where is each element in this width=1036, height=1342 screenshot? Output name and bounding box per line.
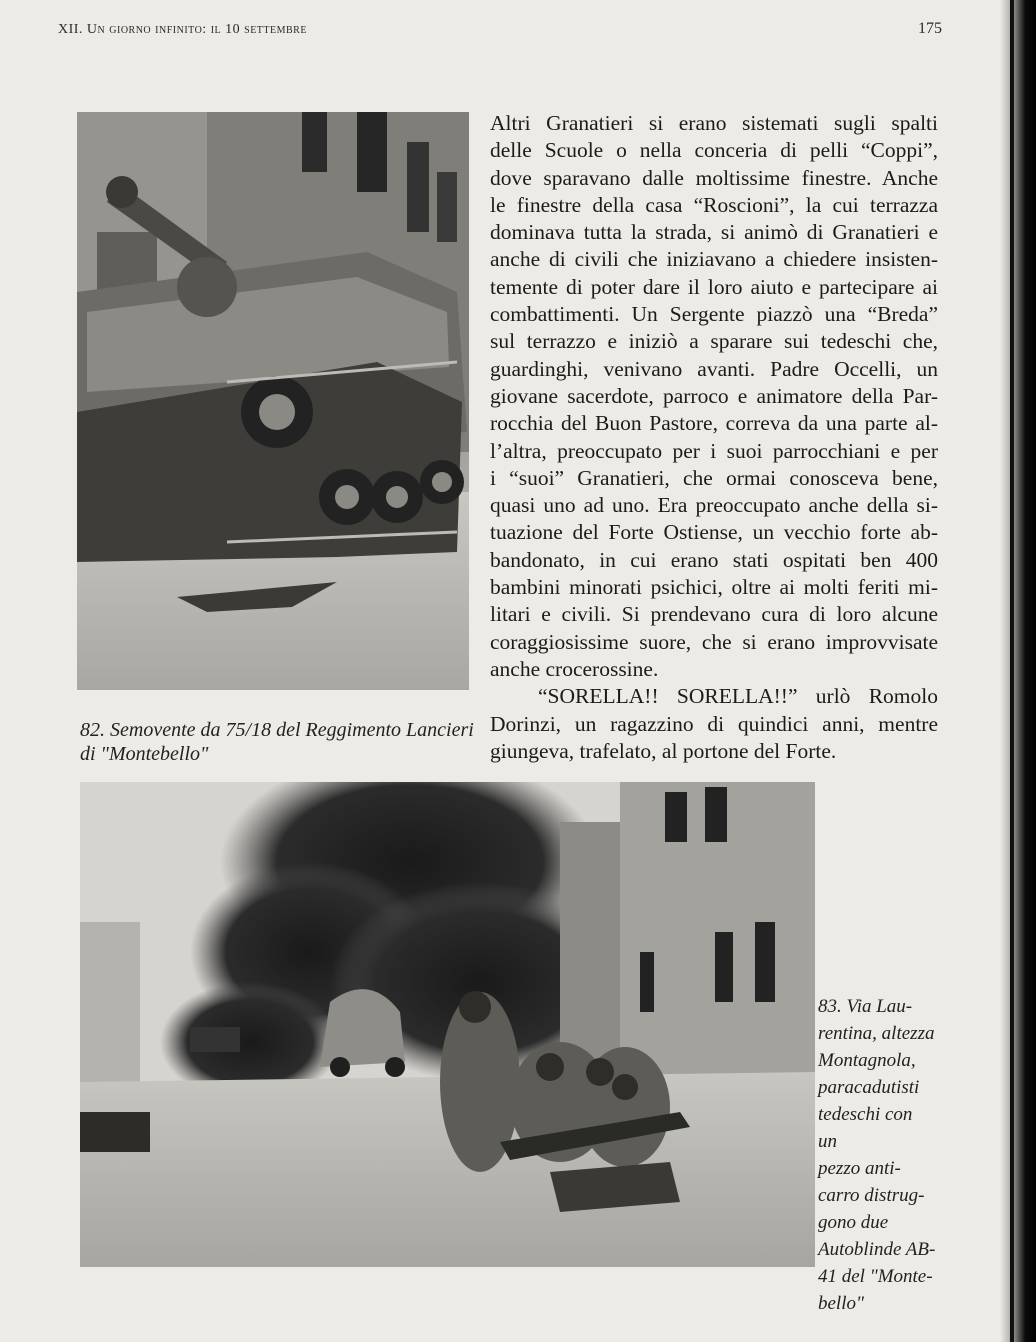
figure-83-caption — [818, 993, 936, 1317]
caption-line: 82. Semovente da 75/18 del Reggimento Lancieri — [80, 719, 474, 741]
text-line: quasi uno ad uno. Era preoccupato anche della si- — [490, 493, 938, 518]
text-line: combattimenti. Un Sergente piazzò una “Breda” — [490, 302, 938, 327]
text-line: litari e civili. Si prendevano cura di loro alcune — [490, 602, 938, 627]
text-line: bambini minorati psichici, oltre ai molti feriti mi- — [490, 575, 938, 600]
body-text-column — [490, 110, 938, 765]
text-line: l’altra, preoccupato per i suoi parrocchiani e per — [490, 438, 938, 463]
caption-line: paracadutisti — [818, 1077, 920, 1098]
figure-82-caption — [80, 718, 480, 766]
figure-83-photo — [80, 782, 815, 1267]
text-line: Altri Granatieri si erano sistemati sugli spalti — [490, 111, 938, 135]
caption-line: rentina, altezza — [818, 1023, 935, 1044]
text-line: bandonato, in cui erano stati ospitati ben 400 — [490, 547, 938, 572]
caption-line: Montagnola, — [818, 1050, 916, 1071]
figure-82-photo — [77, 112, 469, 690]
text-line: anche di civili che iniziavano a chiedere insisten- — [490, 247, 938, 272]
caption-line: di "Montebello" — [80, 743, 209, 765]
caption-line: 83. Via Lau- — [818, 996, 913, 1017]
caption-line: 41 del "Monte- — [818, 1266, 933, 1287]
page-spine-line — [1010, 0, 1014, 1342]
caption-line: bello" — [818, 1293, 864, 1314]
caption-line: carro distrug- — [818, 1185, 925, 1206]
text-line: temente di poter dare il loro aiuto e partecipare ai — [490, 274, 938, 299]
text-line: i “suoi” Granatieri, che ormai conosceva bene, — [490, 465, 938, 490]
text-line: giungeva, trafelato, al portone del Forte. — [490, 738, 837, 763]
text-line: giovane sacerdote, parroco e animatore della Par- — [490, 383, 938, 408]
text-line: rocchia del Buon Pastore, correva da una parte al- — [490, 411, 938, 436]
text-line: le finestre della casa “Roscioni”, la cui terrazza — [490, 192, 938, 217]
text-line: sul terrazzo e iniziò a sparare sui tedeschi che, — [490, 329, 938, 354]
running-head: XII. Un giorno infinito: il 10 settembre — [58, 22, 307, 37]
text-line: dove sparavano dalle moltissime finestre. Anche — [490, 165, 938, 190]
text-line: “SORELLA!! SORELLA!!” urlò Romolo — [538, 684, 938, 709]
text-line: Dorinzi, un ragazzino di quindici anni, mentre — [490, 711, 938, 736]
text-line: guardinghi, venivano avanti. Padre Occelli, un — [490, 356, 938, 381]
page-spine-shadow — [1000, 0, 1036, 1342]
caption-line: gono due — [818, 1212, 889, 1233]
text-line: anche crocerossine. — [490, 656, 659, 681]
text-line: delle Scuole o nella conceria di pelli “Coppi”, — [490, 138, 938, 163]
page-number: 175 — [918, 20, 942, 37]
text-line: dominava tutta la strada, si animò di Granatieri e — [490, 220, 938, 245]
caption-line: pezzo anti- — [818, 1158, 901, 1179]
text-line: tuazione del Forte Ostiense, un vecchio forte ab- — [490, 520, 938, 545]
text-line: coraggiosissime suore, che si erano improvvisate — [490, 629, 938, 654]
caption-line: tedeschi con un — [818, 1104, 913, 1152]
caption-line: Autoblinde AB- — [818, 1239, 936, 1260]
